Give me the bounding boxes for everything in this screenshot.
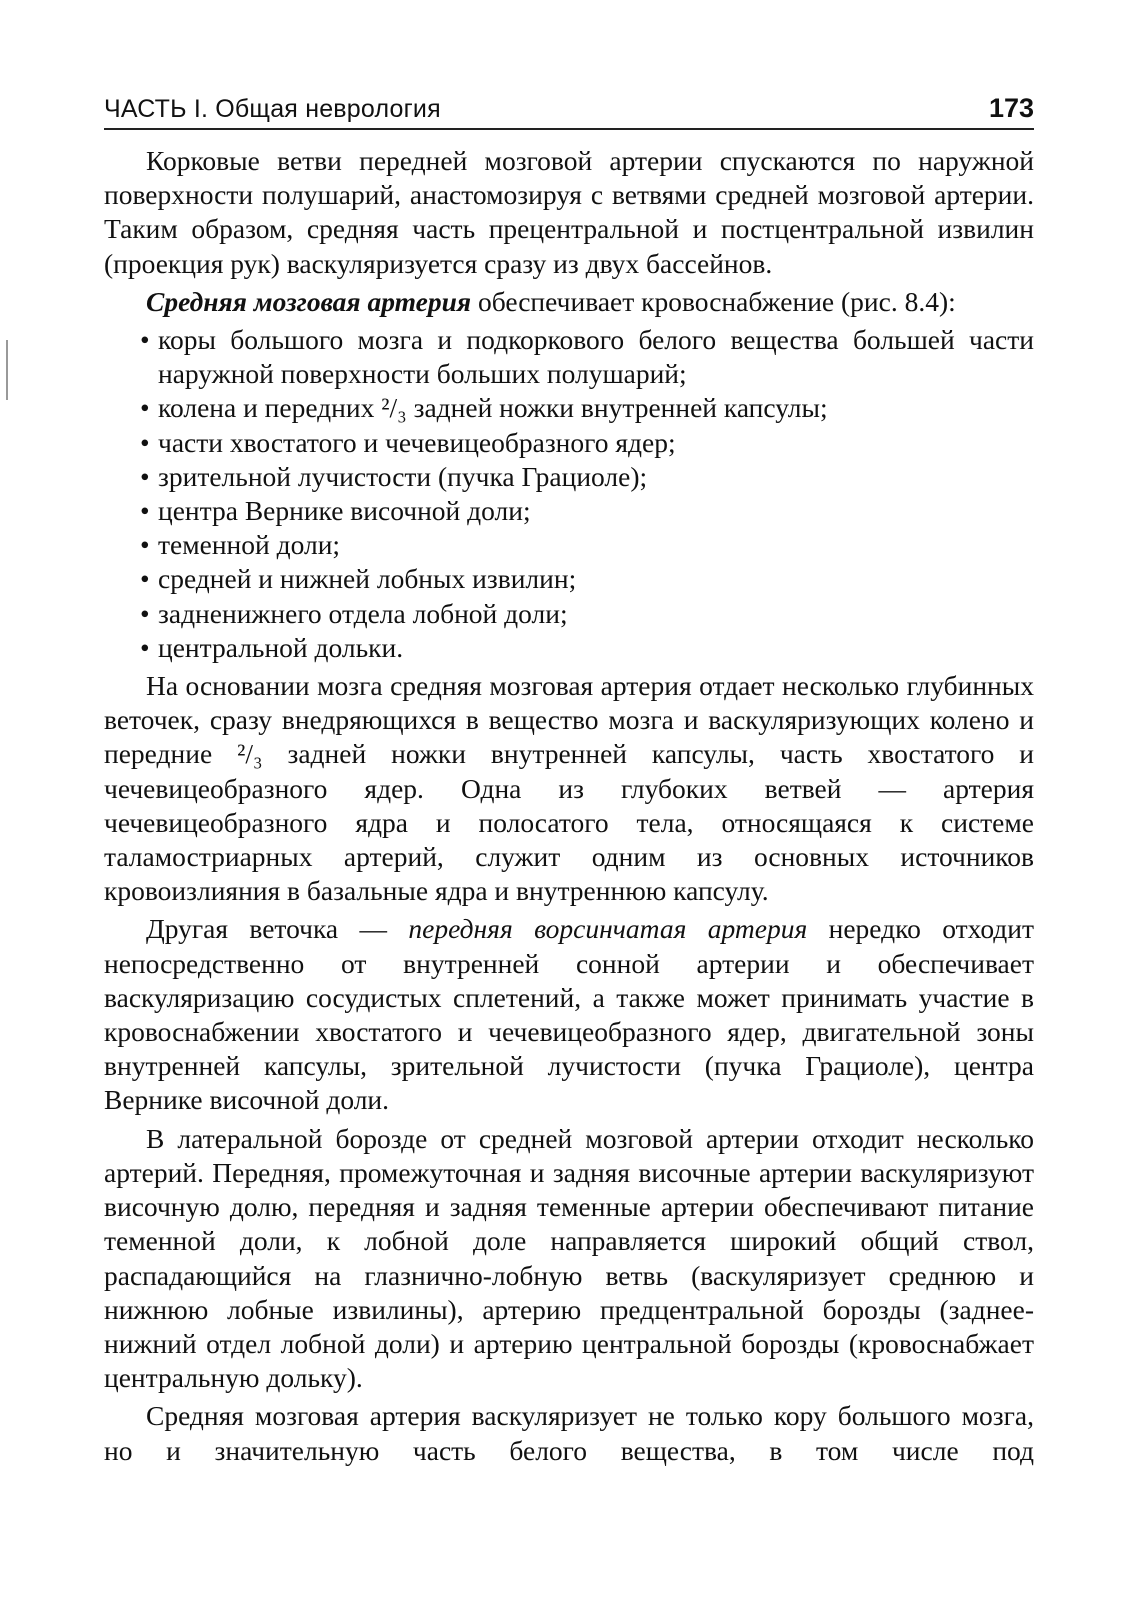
paragraph-4-rest: нередко отходит непосредственно от внутренней сонной артерии и обеспечивает васкуляризацию сосудистых сплетений, а также может принимать участие в кровоснабжении хвостатого и чечевицеобразного ядер, двигательной зоны внутренней капсулы, зрительной лучистости (пучка Грациоле), центра Вернике височной доли. — [104, 913, 1035, 1116]
bullet-icon: • — [140, 563, 150, 595]
paragraph-3: На основании мозга средняя мозговая артерия отдает несколько глубинных веточек, сразу внедряющихся в вещество мозга и васкуляризующих колено и передние ²/₃ задней ножки внутренней капсулы, часть хвостатого и чечевицеобразного ядер. Одна из глубоких ветвей — артерия чечевицеобразного ядра и полосатого тела, относящаяся к системе таламостриарных артерий, служит одним из основных источников кровоизлияния в базальные ядра и внутреннюю капсулу. — [104, 670, 1034, 907]
bullet-icon: • — [140, 426, 150, 458]
bullet-icon: • — [140, 597, 150, 629]
bullet-icon: • — [140, 495, 150, 527]
list-item-text: средней и нижней лобных извилин; — [158, 563, 577, 595]
bullet-icon: • — [140, 460, 150, 492]
bullet-icon: • — [140, 324, 150, 356]
running-header — [104, 86, 1034, 130]
list-item — [140, 528, 1034, 562]
body-text — [104, 144, 1034, 1468]
list-item — [140, 562, 1034, 596]
list-item — [140, 391, 1034, 425]
list-item-text: части хвостатого и чечевицеобразного ядер; — [158, 426, 676, 458]
supply-list — [104, 323, 1034, 665]
paragraph-6: Средняя мозговая артерия васкуляризует не только кору большого мозга, но и значительную часть белого вещества, в том числе под — [104, 1400, 1034, 1466]
list-item — [140, 494, 1034, 528]
list-item-text: теменной доли; — [158, 529, 341, 561]
paragraph-4 — [104, 912, 1034, 1117]
list-item — [140, 323, 1034, 391]
paragraph-2 — [104, 285, 1034, 319]
list-item-text: центральной дольки. — [158, 631, 404, 663]
list-item-text: колена и передних ²/₃ задней ножки внутренней капсулы; — [158, 392, 828, 424]
paragraph-5: В латеральной борозде от средней мозговой артерии отходит несколько артерий. Передняя, промежуточная и задняя височные артерии васкуляризуют височную долю, передняя и задняя теменные артерии обеспечивают питание теменной доли, к лобной доле направляется широкий общий ствол, распадающийся на глазнично-лобную ветвь (васкуляризует среднюю и нижнюю лобные извилины), артерию предцентральной борозды (заднее-нижний отдел лобной доли) и артерию центральной борозды (кровоснабжает центральную дольку). — [104, 1122, 1034, 1394]
list-item-text: зрительной лучистости (пучка Грациоле); — [158, 460, 648, 492]
list-item — [140, 631, 1034, 665]
bullet-icon: • — [140, 529, 150, 561]
term-anterior-choroidal-artery: передняя ворсинчатая артерия — [408, 913, 808, 945]
list-item-text: коры большого мозга и подкоркового белого вещества большей части наружной поверхности больших полушарий; — [158, 324, 1034, 390]
list-item-text: центра Вернике височной доли; — [158, 495, 531, 527]
scan-edge-mark — [6, 340, 8, 400]
list-item — [140, 426, 1034, 460]
paragraph-2-rest: обеспечивает кровоснабжение (рис. 8.4): — [471, 285, 956, 317]
bullet-icon: • — [140, 392, 150, 424]
book-page — [104, 86, 1034, 1472]
bullet-icon: • — [140, 631, 150, 663]
page-number: 173 — [988, 93, 1034, 123]
term-middle-cerebral-artery: Средняя мозговая артерия — [146, 285, 472, 317]
paragraph-1: Корковые ветви передней мозговой артерии спускаются по наружной поверхности полушарий, анастомозируя с ветвями средней мозговой артерии. Таким образом, средняя часть прецентральной и постцентральной извилин (проекция рук) васкуляризуется сразу из двух бассейнов. — [104, 145, 1034, 279]
section-title: ЧАСТЬ I. Общая неврология — [104, 95, 441, 123]
paragraph-4-lead: Другая веточка — — [146, 913, 409, 945]
list-item-text: задненижнего отдела лобной доли; — [158, 597, 568, 629]
list-item — [140, 597, 1034, 631]
list-item — [140, 460, 1034, 494]
